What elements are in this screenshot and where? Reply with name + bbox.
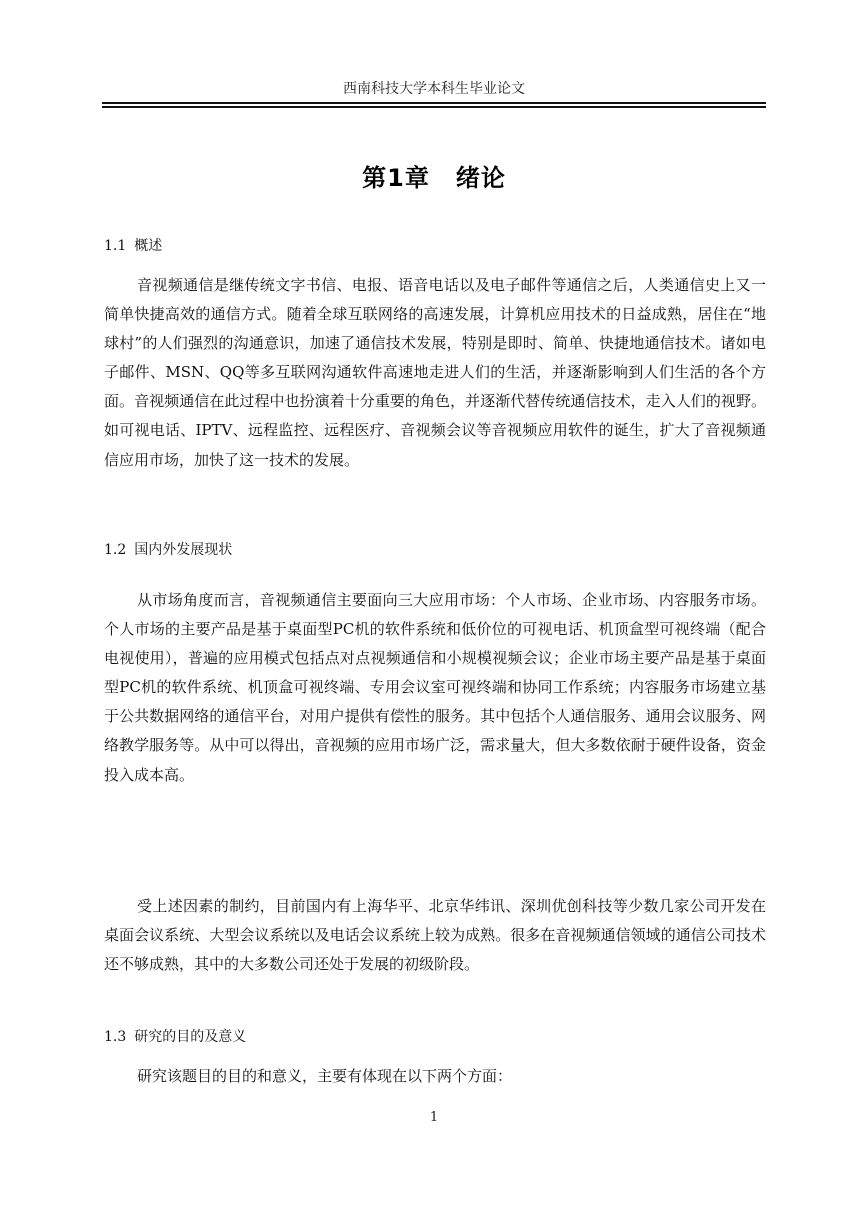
section-title: 概述 [134,238,163,254]
paragraph-overview: 音视频通信是继传统文字书信、电报、语音电话以及电子邮件等通信之后，人类通信史上又一简单快捷高效的通信方式。随着全球互联网络的高速发展，计算机应用技术的日益成熟，居住在“地球村”的人们强烈的沟通意识，加速了通信技术发展，特别是即时、简单、快捷地通信技术。诸如电子邮件、MSN、QQ等多互联网沟通软件高速地走进人们的生活，并逐渐影响到人们生活的各个方面。音视频通信在此过程中也扮演着十分重要的角色，并逐渐代替传统通信技术，走入人们的视野。如可视电话、IPTV、远程监控、远程医疗、音视频会议等音视频应用软件的诞生，扩大了音视频通信应用市场，加快了这一技术的发展。 [104,276,766,469]
header-double-rule [102,102,766,108]
paragraph-market: 从市场角度而言，音视频通信主要面向三大应用市场：个人市场、企业市场、内容服务市场。个人市场的主要产品是基于桌面型PC机的软件系统和低价位的可视电话、机顶盒型可视终端（配合电视使用），普遍的应用模式包括点对点视频通信和小规模视频会议；企业市场主要产品是基于桌面型PC机的软件系统、机顶盒可视终端、专用会议室可视终端和协同工作系统；内容服务市场建立基于公共数据网络的通信平台，对用户提供有偿性的服务。其中包括个人通信服务、通用会议服务、网络教学服务等。从中可以得出，音视频的应用市场广泛，需求量大，但大多数依耐于硬件设备，资金投入成本高。 [104,591,766,784]
section-heading-1-2 [104,540,232,560]
section-heading-1-1 [104,236,162,256]
section-number: 1.1 [104,238,127,254]
page-number: 1 [429,1110,439,1125]
paragraph-purpose: 研究该题目的目的和意义，主要有体现在以下两个方面： [137,1067,513,1085]
chapter-number-label: 第1章 [362,164,430,192]
section-title: 国内外发展现状 [134,542,233,558]
section-heading-1-3 [104,1027,246,1047]
chapter-title-text: 绪论 [455,164,506,192]
paragraph-domestic: 受上述因素的制约，目前国内有上海华平、北京华纬讯、深圳优创科技等少数几家公司开发在桌面会议系统、大型会议系统以及电话会议系统上较为成熟。很多在音视频通信领域的通信公司技术还不够成熟，其中的大多数公司还处于发展的初级阶段。 [104,897,766,974]
chapter-title [102,160,766,196]
section-number: 1.3 [104,1029,127,1045]
section-title: 研究的目的及意义 [134,1029,247,1045]
running-header: 西南科技大学本科生毕业论文 [343,81,525,97]
section-number: 1.2 [104,542,127,558]
